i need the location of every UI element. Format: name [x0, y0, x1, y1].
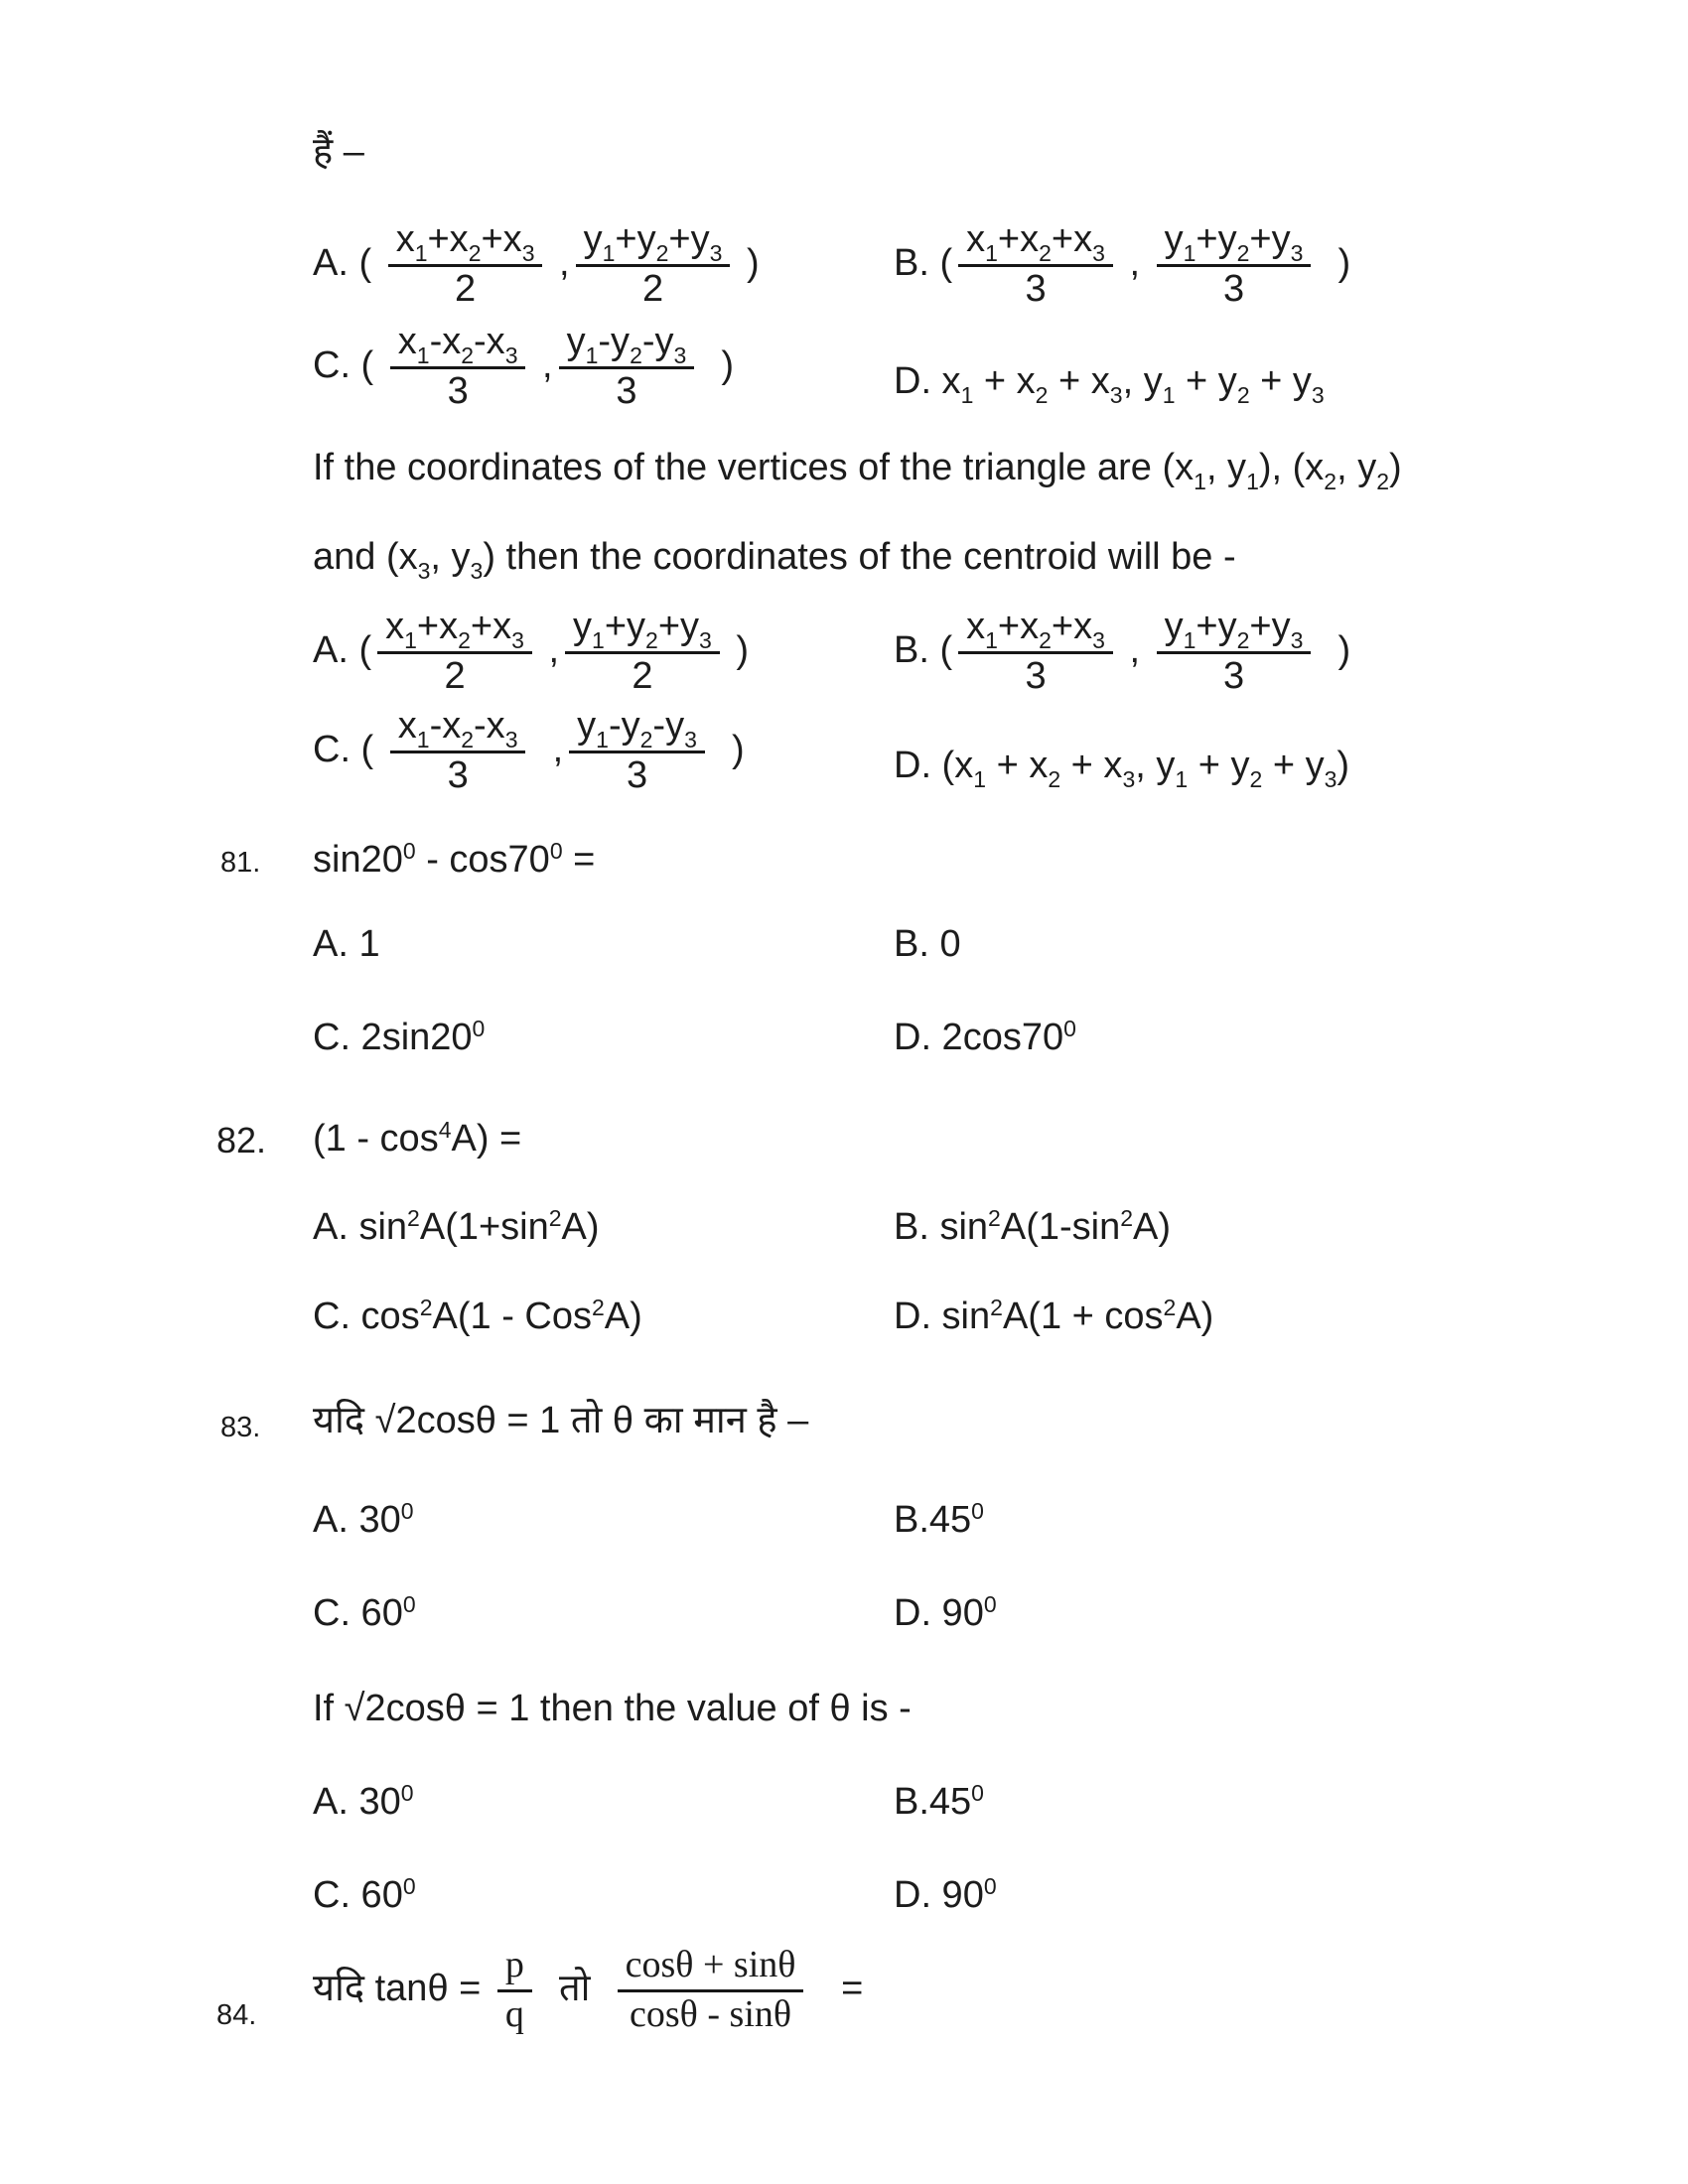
- fraction-denominator: 3: [626, 753, 648, 796]
- option: B. ( $\frac{x_1+x_2+x_3}{3}$ , $\frac{y_1+y_2+y_3}{3}$ ): [894, 218, 1351, 310]
- fraction-numerator: $y_1+y_2+y_3$: [1157, 220, 1312, 267]
- fraction-denominator: 3: [1222, 267, 1245, 310]
- question-number: 81.: [220, 847, 261, 879]
- option: B. $\sin^2A(1-\sin^2A)$: [894, 1205, 1172, 1248]
- question-text: यदि tanθ = $\frac{p}{q}$ तो $\frac{\cos\theta + \sin\theta}{\cos\theta - \sin\theta}$ =: [313, 1944, 864, 2035]
- fraction-numerator: $y_1+y_2+y_3$: [1157, 608, 1312, 654]
- option: C. $2\sin 20^0$: [313, 1016, 486, 1058]
- intro-english-line-1: If the coordinates of the vertices of the triangle are ($x_1$, $y_1$), ($x_2$, $y_2$): [313, 447, 1402, 494]
- fraction: [569, 707, 705, 796]
- fraction-numerator: $x_1+x_2+x_3$: [958, 608, 1113, 654]
- fraction-numerator: $y_1-y_2-y_3$: [559, 323, 695, 369]
- question-text: $(1 - \cos^4A)$ =: [313, 1117, 522, 1160]
- fraction-numerator: $x_1+x_2+x_3$: [377, 608, 532, 654]
- fraction-denominator: 3: [1222, 654, 1245, 697]
- fraction-denominator: 2: [641, 267, 664, 310]
- fraction: [559, 323, 695, 412]
- question-number: 84.: [216, 1999, 257, 2031]
- intro-english-line-2: and ($x_3$, $y_3$) then the coordinates of the centroid will be -: [313, 536, 1236, 584]
- option: $B.45^0$: [894, 1780, 984, 1823]
- fraction: [1157, 608, 1312, 697]
- fraction-numerator: $y_1+y_2+y_3$: [576, 220, 731, 267]
- fraction-denominator: 2: [455, 267, 477, 310]
- option: C. ( $\frac{x_1-x_2-x_3}{3}$ , $\frac{y_1-y_2-y_3}{3}$ ): [313, 705, 745, 796]
- question-text: $\sin 20^0 - \cos 70^0$ =: [313, 838, 596, 881]
- option: B. ( $\frac{x_1+x_2+x_3}{3}$ , $\frac{y_1+y_2+y_3}{3}$ ): [894, 606, 1351, 697]
- option: A. $\sin^2A(1+\sin^2A)$: [313, 1205, 600, 1248]
- fraction: [958, 608, 1113, 697]
- fraction-denominator: 2: [632, 654, 653, 697]
- fraction: [497, 1946, 532, 2035]
- option: D. $\sin^2A(1 + \cos^2A)$: [894, 1295, 1214, 1337]
- fraction: [958, 220, 1113, 310]
- option: $B.45^0$: [894, 1498, 984, 1541]
- fraction: [377, 608, 532, 697]
- question-text: यदि √2cosθ = 1 तो θ का मान है –: [313, 1400, 809, 1441]
- option: D. $2\cos 70^0$: [894, 1016, 1076, 1058]
- fraction-numerator: $x_1+x_2+x_3$: [388, 220, 543, 267]
- option: A. $30^0$: [313, 1498, 414, 1541]
- question-text: If √2cosθ = 1 then the value of θ is -: [313, 1688, 912, 1729]
- option: C. $60^0$: [313, 1591, 416, 1634]
- intro-hindi-lead: हैं –: [313, 131, 364, 173]
- question-number: 83.: [220, 1412, 261, 1443]
- option: A. ( $\frac{x_1+x_2+x_3}{2}$ , $\frac{y_1+y_2+y_3}{2}$ ): [313, 218, 760, 310]
- fraction-numerator: $y_1-y_2-y_3$: [569, 707, 705, 753]
- fraction-denominator: 3: [447, 753, 469, 796]
- option: D. $90^0$: [894, 1873, 997, 1916]
- fraction: [576, 220, 731, 310]
- option: A. $30^0$: [313, 1780, 414, 1823]
- fraction: [388, 220, 543, 310]
- fraction-denominator: cosθ - sinθ: [630, 1992, 792, 2035]
- option: C. $60^0$: [313, 1873, 416, 1916]
- fraction-numerator: cosθ + sinθ: [618, 1946, 804, 1992]
- fraction-numerator: $y_1+y_2+y_3$: [565, 608, 720, 654]
- fraction-numerator: p: [497, 1946, 532, 1992]
- fraction-numerator: $x_1-x_2-x_3$: [390, 323, 526, 369]
- fraction: [618, 1946, 804, 2035]
- fraction: [390, 323, 526, 412]
- option: A. 1: [313, 923, 380, 965]
- option: C. $\cos^2A(1 - Cos^2A)$: [313, 1295, 642, 1337]
- fraction-denominator: 2: [444, 654, 466, 697]
- fraction-denominator: 3: [1025, 267, 1047, 310]
- question-number: 82.: [216, 1120, 267, 1160]
- option: A. ( $\frac{x_1+x_2+x_3}{2}$ , $\frac{y_1+y_2+y_3}{2}$ ): [313, 606, 750, 697]
- fraction-numerator: $x_1+x_2+x_3$: [958, 220, 1113, 267]
- option: D. $x_1 + x_2 + x_3$, $y_1 + y_2 + y_3$: [894, 360, 1325, 408]
- fraction-numerator: $x_1-x_2-x_3$: [390, 707, 526, 753]
- option: B. 0: [894, 923, 961, 965]
- option: D. $90^0$: [894, 1591, 997, 1634]
- fraction-denominator: 3: [1025, 654, 1047, 697]
- fraction-denominator: 3: [447, 369, 469, 412]
- option: C. ( $\frac{x_1-x_2-x_3}{3}$ , $\frac{y_1-y_2-y_3}{3}$ ): [313, 321, 735, 412]
- option: D. ($x_1 + x_2 + x_3$, $y_1 + y_2 + y_3$): [894, 745, 1350, 792]
- fraction: [1157, 220, 1312, 310]
- fraction: [565, 608, 720, 697]
- fraction-denominator: 3: [616, 369, 637, 412]
- fraction: [390, 707, 526, 796]
- fraction-denominator: q: [504, 1992, 524, 2035]
